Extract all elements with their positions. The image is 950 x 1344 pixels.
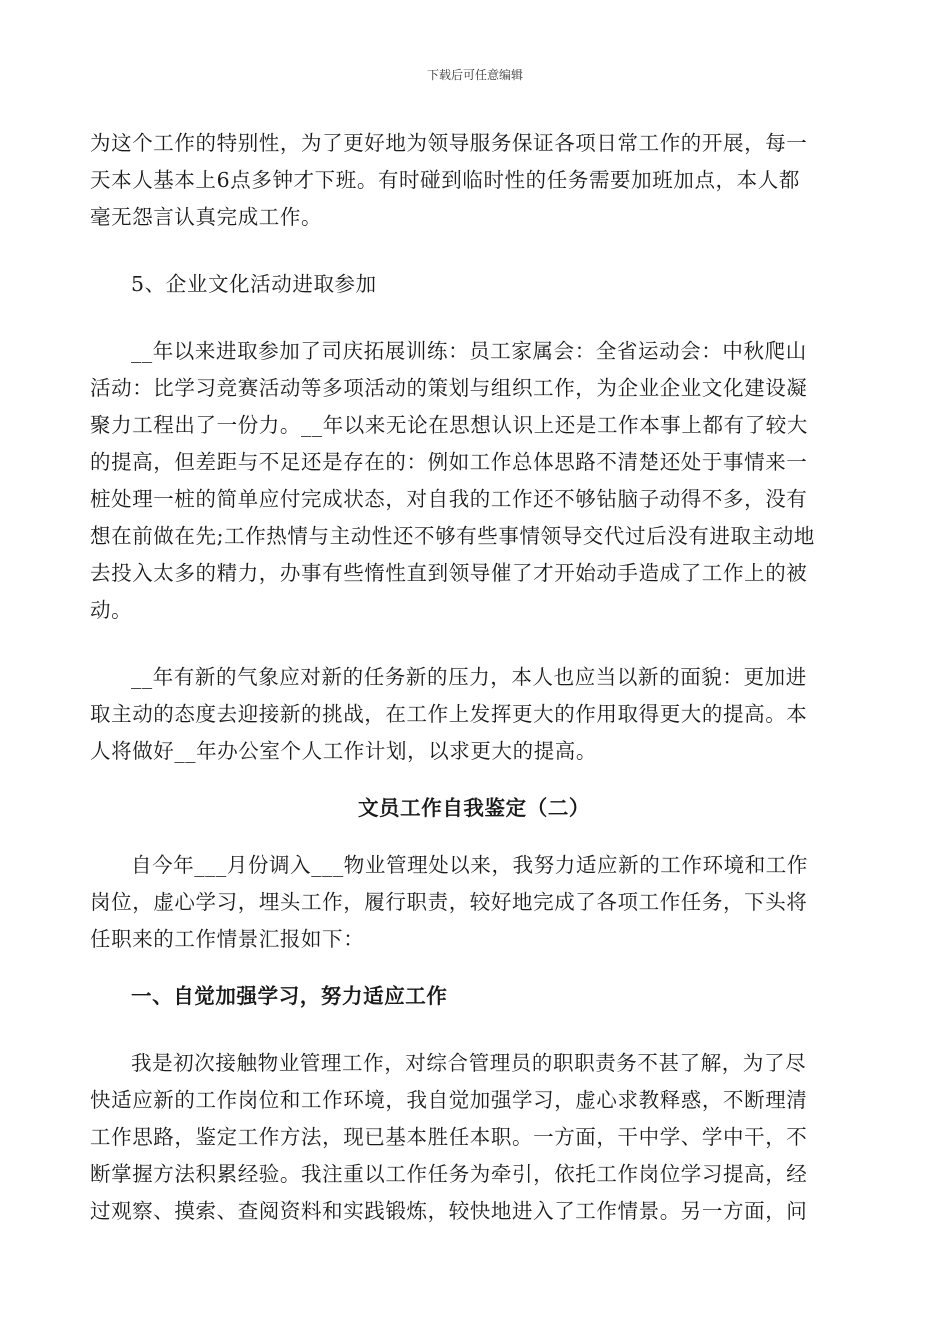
paragraph-3 <box>90 659 858 770</box>
text-line: 工作思路，鉴定工作方法，现已基本胜任本职。一方面，干中学、学中干，不 <box>90 1125 808 1149</box>
text-line: 动。 <box>90 598 133 622</box>
subsection-heading: 一、自觉加强学习，努力适应工作 <box>131 984 448 1008</box>
item-5-heading <box>90 266 858 303</box>
text-line: 为这个工作的特别性，为了更好地为领导服务保证各项日常工作的开展，每一 <box>90 131 808 155</box>
text-line: 桩处理一桩的简单应付完成状态，对自我的工作还不够钻脑子动得不多，没有 <box>90 487 808 511</box>
text-line: 我是初次接触物业管理工作，对综合管理员的职职责务不甚了解，为了尽 <box>131 1051 807 1075</box>
paragraph-5 <box>90 1045 858 1230</box>
text-line: 任职来的工作情景汇报如下： <box>90 927 365 951</box>
text-line: 快适应新的工作岗位和工作环境，我自觉加强学习，虚心求教释惑，不断理清 <box>90 1088 808 1112</box>
text-line: 想在前做在先;工作热情与主动性还不够有些事情领导交代过后没有进取主动地 <box>90 524 815 548</box>
text-line: __年有新的气象应对新的任务新的压力，本人也应当以新的面貌：更加进 <box>131 665 807 689</box>
paragraph-2 <box>90 333 858 629</box>
text-line: 聚力工程出了一份力。__年以来无论在思想认识上还是工作本事上都有了较大 <box>90 413 808 437</box>
paragraph-1 <box>90 125 858 236</box>
text-line: 断掌握方法积累经验。我注重以工作任务为牵引，依托工作岗位学习提高，经 <box>90 1162 808 1186</box>
document-body <box>90 125 858 1230</box>
text-line: 取主动的态度去迎接新的挑战，在工作上发挥更大的作用取得更大的提高。本 <box>90 702 808 726</box>
page-header: 下载后可任意编辑 <box>426 68 523 82</box>
text-line: 天本人基本上6点多钟才下班。有时碰到临时性的任务需要加班加点，本人都 <box>90 168 800 192</box>
text-line: __年以来进取参加了司庆拓展训练：员工家属会：全省运动会：中秋爬山 <box>131 339 807 363</box>
text-line: 去投入太多的精力，办事有些惰性直到领导催了才开始动手造成了工作上的被 <box>90 561 808 585</box>
text-line: 自今年___月份调入___物业管理处以来，我努力适应新的工作环境和工作 <box>131 853 808 877</box>
text-line: 过观察、摸索、查阅资料和实践锻炼，较快地进入了工作情景。另一方面，问 <box>90 1199 808 1223</box>
text-line: 岗位，虚心学习，埋头工作，履行职责，较好地完成了各项工作任务，下头将 <box>90 890 808 914</box>
paragraph-4 <box>90 847 858 958</box>
section-title: 文员工作自我鉴定（二） <box>357 796 591 820</box>
text-line: 的提高，但差距与不足还是存在的：例如工作总体思路不清楚还处于事情来一 <box>90 450 808 474</box>
text-line: 毫无怨言认真完成工作。 <box>90 205 323 229</box>
text-line: 5、企业文化活动进取参加 <box>131 272 377 296</box>
text-line: 人将做好__年办公室个人工作计划，以求更大的提高。 <box>90 739 597 763</box>
text-line: 活动：比学习竞赛活动等多项活动的策划与组织工作，为企业企业文化建设凝 <box>90 376 808 400</box>
